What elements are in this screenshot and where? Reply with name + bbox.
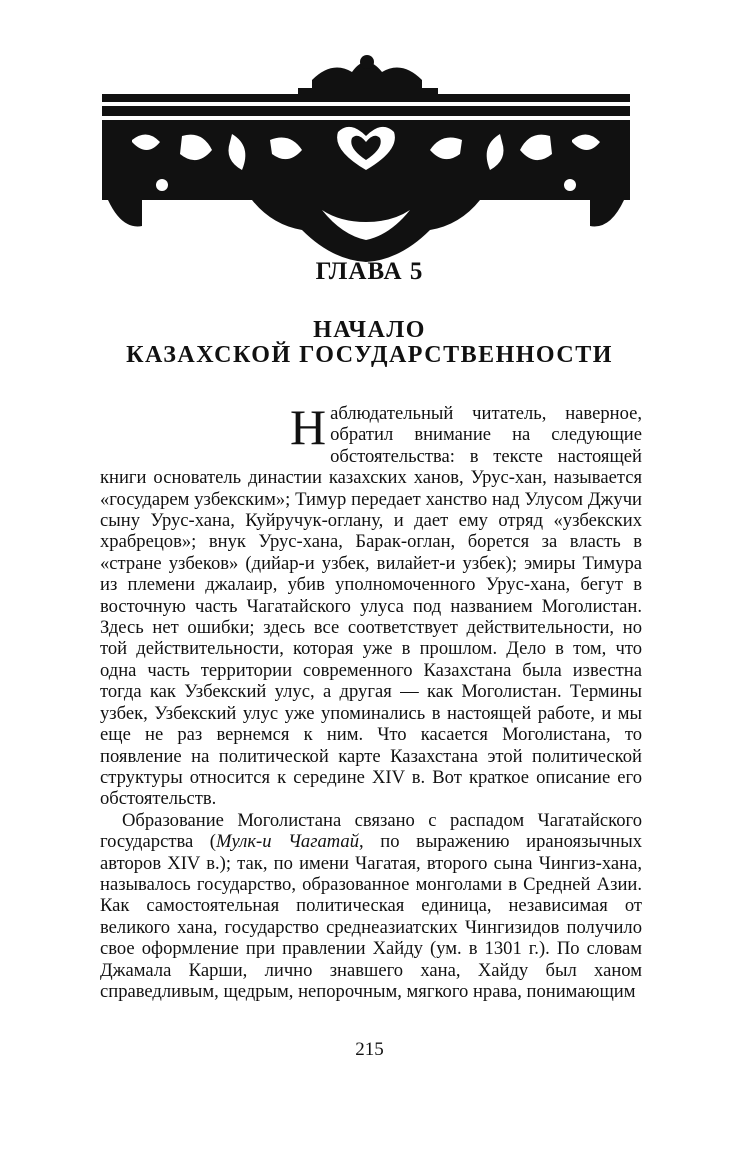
paragraph-1-text: аблюдательный читатель, наверное, обратил внимание на следующие обстоятельства: в тексте настоящей книги основатель династии казахских ханов, Урус-хан, называется «государем узбекским»; Тимур передает ханство над Улусом Джучи сыну Урус-хана, Куйручук-оглану, и дает ему отряд «узбекских храбрецов»; внук Урус-хана, Барак-оглан, борется за власть в «стране узбеков» (дийар-и узбек, вилайет-и узбек); эмиры Тимура из племени джалаир, убив уполномоченного Урус-хана, бегут в восточную часть Чагатайского улуса под названием Моголистан. Здесь нет ошибки; здесь все соответствует действительности, но той действительности, которая уже в прошлом. Дело в том, что одна часть территории современного Казахстана была известна тогда как Узбекский улус, а другая — как Моголистан. Термины узбек, Узбекский улус уже упоминались в настоящей работе, и мы еще не раз вернемся к ним. Что касается Моголистана, то появление на политической карте Казахстана этой политической структуры относится к середине XIV в. Вот краткое описание его обстоятельств.	[100, 403, 642, 810]
drop-cap: Н	[290, 399, 327, 455]
page-number: 215	[355, 1039, 384, 1060]
body-text	[100, 399, 642, 1002]
chapter-label: ГЛАВА 5	[315, 258, 424, 285]
chapter-title	[0, 318, 739, 368]
paragraph-2	[100, 810, 642, 1003]
paragraph-2-text-b: , по выражению ираноязычных авторов XIV в.); так, по имени Чагатая, второго сына Чингиз-хана, называлось государство, образованное монголами в Средней Азии. Как самостоятельная политическая единица, независимая от великого хана, государство среднеазиатских Чингизидов получило свое оформление при правлении Хайду (ум. в 1301 г.). По словам Джамала Карши, лично знавшего хана, Хайду был ханом справедливым, щедрым, непорочным, мягкого нрава, понимающим	[100, 831, 642, 1002]
paragraph-1	[100, 399, 642, 810]
chapter-title-line1: НАЧАЛО	[313, 317, 426, 343]
paragraph-2-text-a: Образование Моголистана связано с распадом Чагатайского государства (	[100, 809, 642, 853]
paragraph-2-italic: Мулк-и Чагатай	[216, 831, 360, 853]
chapter-title-line2: КАЗАХСКОЙ ГОСУДАРСТВЕННОСТИ	[126, 342, 613, 368]
ornamental-headpiece	[102, 50, 630, 270]
